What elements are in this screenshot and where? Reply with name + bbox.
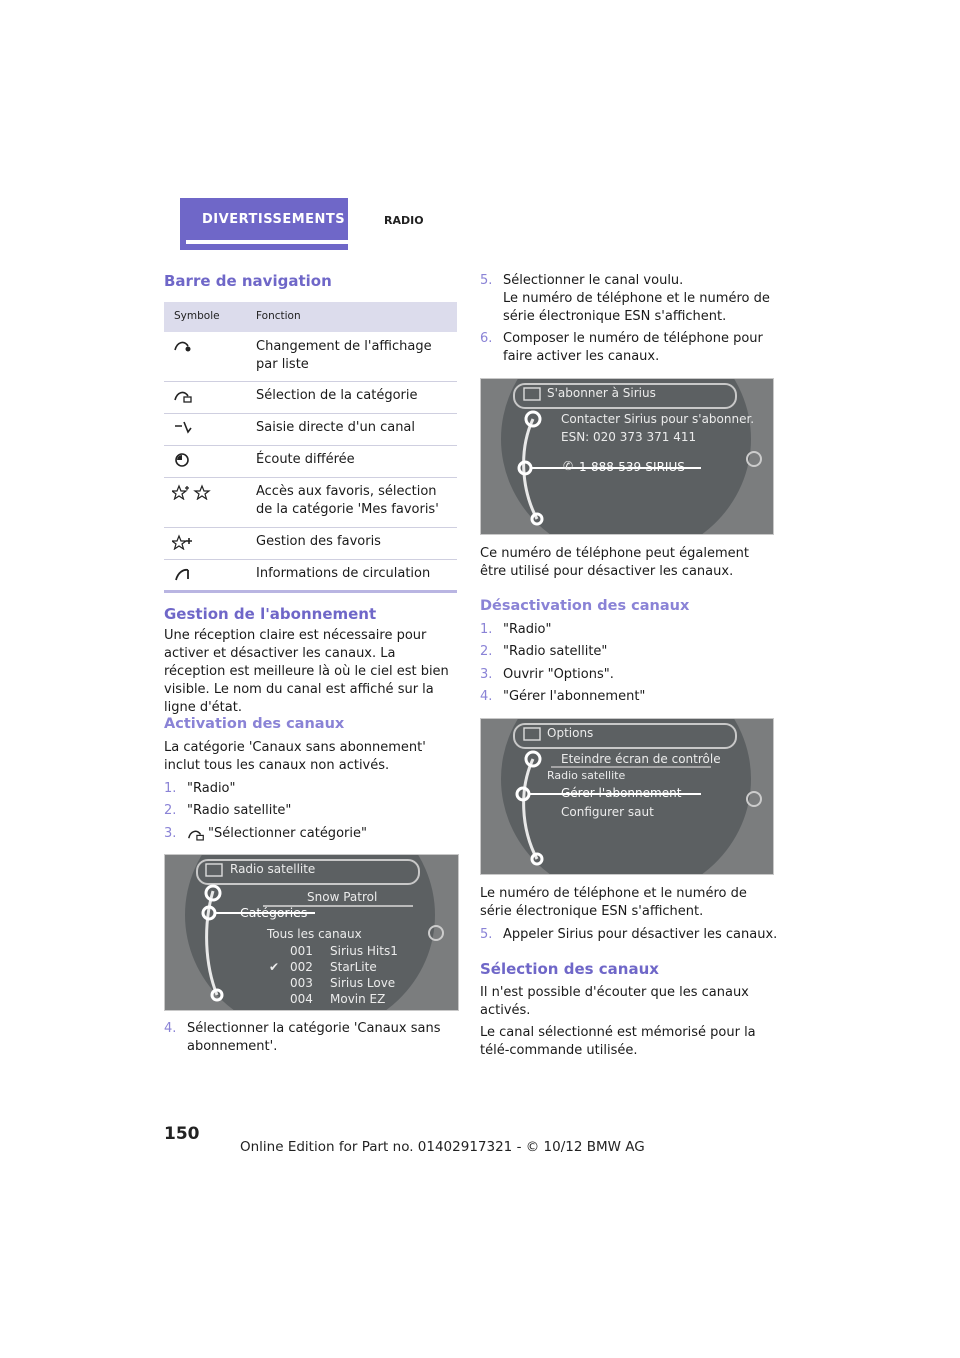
- nav-row-3-text: Saisie directe d'un canal: [256, 420, 416, 435]
- deactivation-step-4-text: "Gérer l'abonnement": [503, 689, 646, 704]
- activation-step-3-text: "Sélectionner catégorie": [208, 826, 367, 841]
- deactivation-step-4: 4.: [480, 689, 493, 704]
- controller-icon: [428, 925, 444, 941]
- tab-bottom-bar: [180, 244, 348, 250]
- activation-step-6: 6.: [480, 331, 493, 346]
- screen1-category-label: Catégories: [240, 905, 308, 920]
- deactivation-step-3-text: Ouvrir "Options".: [503, 667, 614, 682]
- screen1-channel-no-4: 004: [290, 992, 313, 1006]
- row-divider: [164, 413, 457, 414]
- row-divider: [164, 559, 457, 560]
- screen1-channel-name-1: Sirius Hits1: [330, 944, 398, 958]
- footer-text: Online Edition for Part no. 01402917321 - © 10/12 BMW AG: [240, 1139, 645, 1155]
- col-function: Fonction: [256, 310, 301, 322]
- activation-step-2: 2.: [164, 803, 177, 818]
- screen1-channel-no-1: 001: [290, 944, 313, 958]
- deactivation-step-3: 3.: [480, 667, 493, 682]
- category-icon: [172, 388, 194, 404]
- table-bottom-rule: [164, 590, 457, 593]
- favorites-icon: [172, 484, 212, 500]
- nav-bar-heading: Barre de navigation: [164, 272, 332, 290]
- menu-arc: [481, 379, 773, 534]
- screen2-phone: 1-888-539-SIRIUS: [579, 460, 685, 474]
- screen-radio-satellite: [164, 854, 459, 1011]
- screen3-item-4: Configurer saut: [561, 805, 654, 819]
- activation-step-6-text: Composer le numéro de téléphone pour faire activer les canaux.: [503, 331, 763, 364]
- screen1-channel-no-3: 003: [290, 976, 313, 990]
- row-divider: [164, 381, 457, 382]
- activation-step-5-text: Sélectionner le canal voulu.: [503, 273, 684, 288]
- screen1-channel-name-3: Sirius Love: [330, 976, 396, 990]
- deactivation-step-2-text: "Radio satellite": [503, 644, 608, 659]
- nav-row-5-text: Accès aux favoris, sélection de la catégorie 'Mes favoris': [256, 484, 439, 517]
- activation-step-3: 3.: [164, 826, 177, 841]
- check-icon: ✔: [269, 960, 280, 974]
- deactivation-after-screen: Le numéro de téléphone et le numéro de série électronique ESN s'affichent.: [480, 886, 747, 919]
- timeshift-icon: [172, 452, 194, 468]
- activation-heading: Activation des canaux: [164, 716, 345, 732]
- deactivation-step-5-text: Appeler Sirius pour désactiver les canaux.: [503, 927, 778, 942]
- selection-p1: Il n'est possible d'écouter que les canaux activés.: [480, 985, 749, 1018]
- screen2-line2: ESN: 020 373 371 411: [561, 430, 697, 444]
- screen1-artist: Snow Patrol: [307, 890, 378, 904]
- section-title: DIVERTISSEMENTS: [202, 212, 346, 227]
- deactivation-step-5: 5.: [480, 927, 493, 942]
- activation-step-1-text: "Radio": [187, 781, 236, 796]
- screen-options: [480, 718, 774, 875]
- screen1-channel-name-4: Movin EZ: [330, 992, 386, 1006]
- activation-step-4: 4.: [164, 1021, 177, 1036]
- manage-favorites-icon: [172, 534, 194, 550]
- activation-note: Ce numéro de téléphone peut également être utilisé pour désactiver les canaux.: [480, 546, 749, 579]
- list-view-icon: [172, 338, 194, 354]
- row-divider: [164, 445, 457, 446]
- category-icon: [186, 827, 206, 842]
- row-divider: [164, 527, 457, 528]
- page-number: 150: [164, 1124, 200, 1144]
- deactivation-step-1: 1.: [480, 622, 493, 637]
- controller-icon: [746, 451, 762, 467]
- screen2-title: S'abonner à Sirius: [547, 386, 656, 400]
- screen3-item-1: Eteindre écran de contrôle: [561, 752, 721, 766]
- subscription-body: Une réception claire est nécessaire pour activer et désactiver les canaux. La réception est meilleure là où le ciel est bien visible. Le nom du canal est affiché sur la ligne d'état.: [164, 628, 449, 715]
- screen-subscribe-sirius: [480, 378, 774, 535]
- screen3-title: Options: [547, 726, 594, 740]
- screen1-channel-no-2: 002: [290, 960, 313, 974]
- activation-step-5: 5.: [480, 273, 493, 288]
- activation-intro: La catégorie 'Canaux sans abonnement' inclut tous les canaux non activés.: [164, 740, 426, 773]
- nav-row-7-text: Informations de circulation: [256, 566, 431, 581]
- screen1-all-channels: Tous les canaux: [267, 927, 362, 941]
- activation-step-5-detail: Le numéro de téléphone et le numéro de série électronique ESN s'affichent.: [503, 291, 770, 324]
- row-divider: [164, 477, 457, 478]
- nav-row-4-text: Écoute différée: [256, 452, 355, 467]
- deactivation-step-2: 2.: [480, 644, 493, 659]
- screen2-line1: Contacter Sirius pour s'abonner.: [561, 412, 755, 426]
- nav-row-1-text: Changement de l'affichage par liste: [256, 339, 432, 372]
- deactivation-heading: Désactivation des canaux: [480, 598, 690, 614]
- tab-left-bar: [180, 198, 186, 250]
- selection-p2: Le canal sélectionné est mémorisé pour la télé-commande utilisée.: [480, 1025, 756, 1058]
- nav-row-2-text: Sélection de la catégorie: [256, 388, 418, 403]
- activation-step-1: 1.: [164, 781, 177, 796]
- selection-heading: Sélection des canaux: [480, 960, 659, 978]
- controller-icon: [746, 791, 762, 807]
- table-header: [164, 302, 457, 332]
- subscription-heading: Gestion de l'abonnement: [164, 605, 377, 623]
- screen1-channel-name-2: StarLite: [330, 960, 377, 974]
- screen3-item-2: Radio satellite: [547, 769, 626, 782]
- subsection-title: RADIO: [384, 214, 424, 227]
- nav-row-6-text: Gestion des favoris: [256, 534, 381, 549]
- direct-channel-icon: [172, 420, 194, 436]
- activation-step-2-text: "Radio satellite": [187, 803, 292, 818]
- screen3-item-3: Gérer l'abonnement: [561, 786, 682, 800]
- col-symbol: Symbole: [174, 310, 220, 322]
- phone-icon: ✆: [563, 459, 574, 473]
- activation-step-4-text: Sélectionner la catégorie 'Canaux sans abonnement'.: [187, 1021, 441, 1054]
- screen1-title: Radio satellite: [230, 862, 316, 876]
- deactivation-step-1-text: "Radio": [503, 622, 552, 637]
- traffic-info-icon: [172, 566, 194, 582]
